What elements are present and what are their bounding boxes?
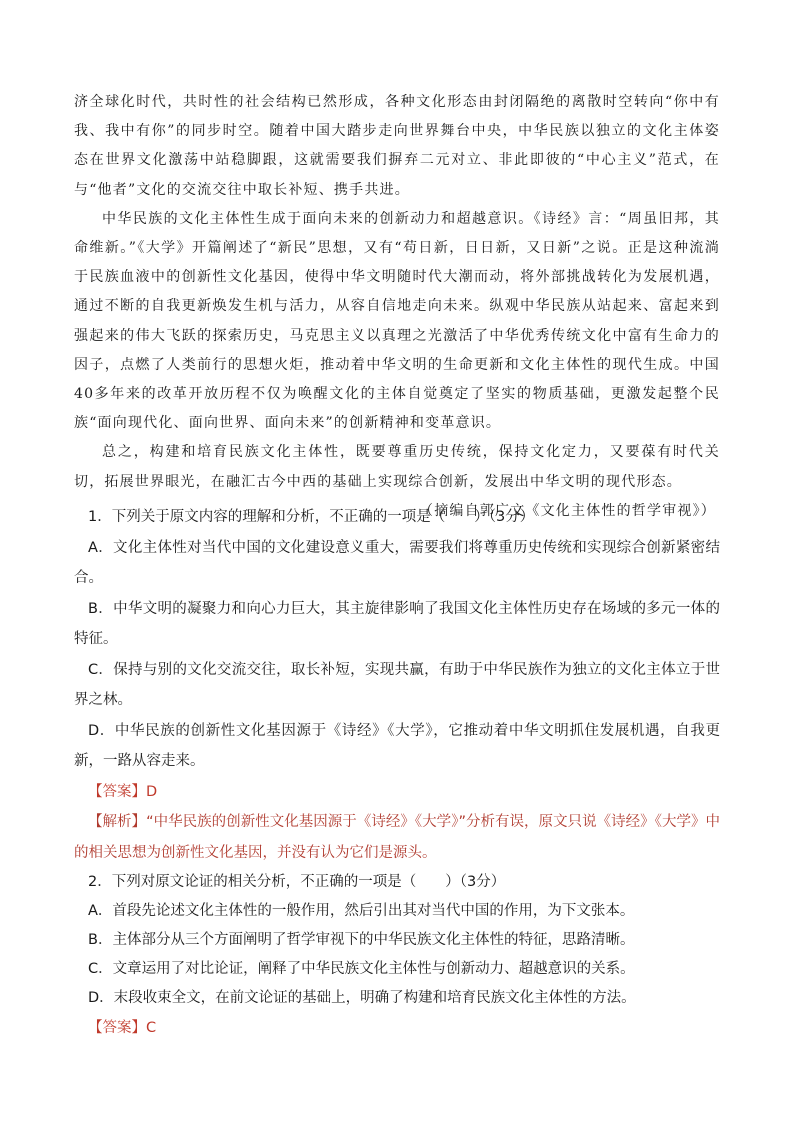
explanation-tag: 【解析】: [88, 814, 147, 830]
question-1-option-c: C．保持与别的文化交流交往，取长补短，实现共赢，有助于中华民族作为独立的文化主体立于世界之林。: [74, 661, 720, 708]
question-1-option-a: A．文化主体性对当代中国的文化建设意义重大，需要我们将尊重历史传统和实现综合创新紧密结合。: [74, 539, 720, 586]
passage-paragraph-2: 中华民族的文化主体性生成于面向未来的创新动力和超越意识。《诗经》言：“周虽旧邦，其命维新。”《大学》开篇阐述了“新民”思想，又有“苟日新，日日新，又日新”之说。正是这种流淌于民族血液中的创新性文化基因，使得中华文明随时代大潮而动，将外部挑战转化为发展机遇，通过不断的自我更新焕发生机与活力，从容自信地走向未来。纵观中华民族从站起来、富起来到强起来的伟大飞跃的探索历史，马克思主义以真理之光激活了中华优秀传统文化中富有生命力的因子，点燃了人类前行的思想火炬，推动着中华文明的生命更新和文化主体性的现代生成。中国40多年来的改革开放历程不仅为唤醒文化的主体自觉奠定了坚实的物质基础，更激发起整个民族“面向现代化、面向世界、面向未来”的创新精神和变革意识。: [74, 210, 720, 432]
reading-passage: [74, 88, 720, 526]
question-2-option-b: B．主体部分从三个方面阐明了哲学审视下的中华民族文化主体性的特征，思路清晰。: [88, 932, 635, 948]
answer-value: C: [146, 1020, 157, 1036]
questions-section: [74, 502, 720, 1044]
question-2-option-c: C．文章运用了对比论证，阐释了中华民族文化主体性与创新动力、超越意识的关系。: [88, 961, 635, 977]
question-2: [74, 868, 720, 1044]
question-1-option-d: D．中华民族的创新性文化基因源于《诗经》《大学》，它推动着中华文明抓住发展机遇，自我更新，一路从容走来。: [74, 722, 720, 769]
question-1-stem: 1．下列关于原文内容的理解和分析，不正确的一项是（ ）（3分）: [88, 509, 535, 525]
answer-value: D: [146, 783, 158, 800]
passage-source: （摘编自郭广文《文化主体性的哲学审视》）: [419, 502, 716, 519]
passage-paragraph-3: 总之，构建和培育民族文化主体性，既要尊重历史传统，保持文化定力，又要葆有时代关切，拓展世界眼光，在融汇古今中西的基础上实现综合创新，发展出中华文明的现代形态。: [74, 444, 720, 490]
answer-tag: 【答案】: [88, 783, 146, 800]
question-1-answer: [74, 777, 720, 808]
question-1: [74, 502, 720, 868]
answer-tag: 【答案】: [88, 1020, 146, 1036]
question-2-option-a: A．首段先论述文化主体性的一般作用，然后引出其对当代中国的作用，为下文张本。: [88, 903, 635, 919]
question-1-option-b: B．中华文明的凝聚力和向心力巨大，其主旋律影响了我国文化主体性历史存在场域的多元一体的特征。: [74, 600, 720, 647]
question-2-answer: [74, 1013, 720, 1044]
question-1-explanation: [74, 807, 720, 868]
question-2-stem: 2．下列对原文论证的相关分析，不正确的一项是（ ）（3分）: [88, 874, 506, 890]
passage-paragraph-1: 济全球化时代，共时性的社会结构已然形成，各种文化形态由封闭隔绝的离散时空转向“你中有我、我中有你”的同步时空。随着中国大踏步走向世界舞台中央，中华民族以独立的文化主体姿态在世界文化激荡中站稳脚跟，这就需要我们摒弃二元对立、非此即彼的“中心主义”范式，在与“他者”文化的交流交往中取长补短、携手共进。: [74, 94, 720, 198]
question-2-option-d: D．末段收束全文，在前文论证的基础上，明确了构建和培育民族文化主体性的方法。: [88, 990, 636, 1006]
explanation-text: “中华民族的创新性文化基因源于《诗经》《大学》”分析有误，原文只说《诗经》《大学》中的相关思想为创新性文化基因，并没有认为它们是源头。: [74, 814, 721, 861]
